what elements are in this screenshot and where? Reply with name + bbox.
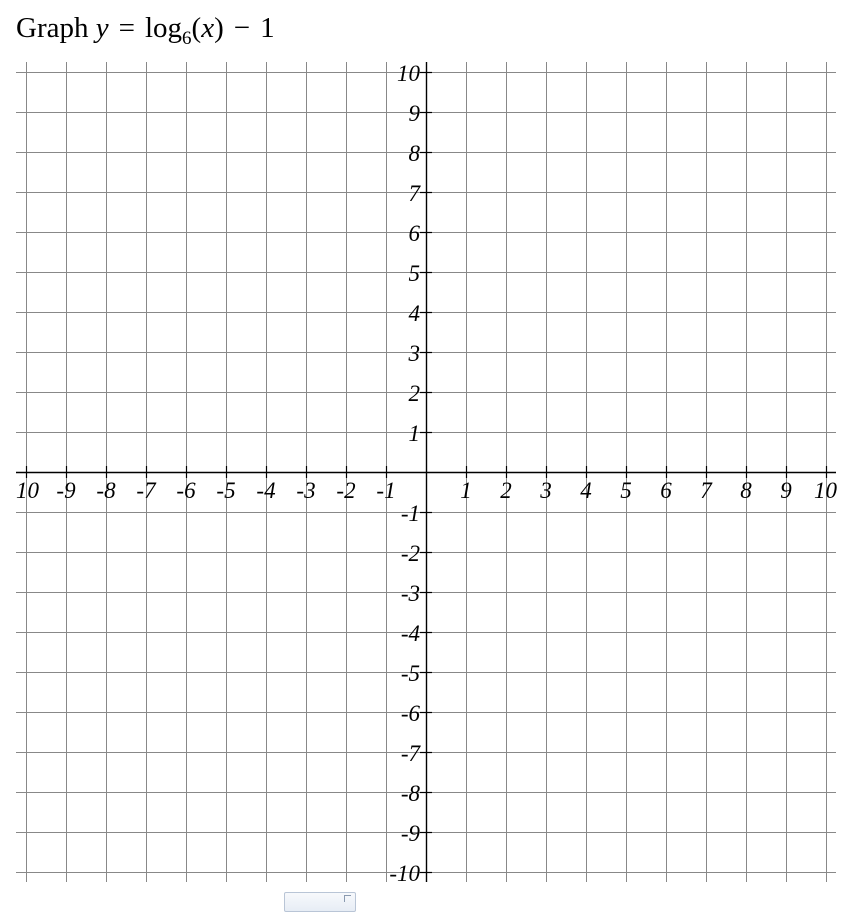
y-tick-label: 6 [408,221,420,246]
prompt-log-base: 6 [182,28,192,49]
x-tick-label: 2 [500,478,512,503]
y-tick-label: 5 [408,261,420,286]
x-tick-label: 7 [700,478,712,503]
y-tick-label: 2 [408,381,420,406]
prompt-constant: 1 [260,12,275,44]
y-tick-label: -6 [400,701,420,726]
y-tick-label: -5 [400,661,420,686]
prompt-lhs-variable: y [95,12,109,44]
y-tick-label: -8 [400,781,420,806]
y-tick-label: -3 [400,581,420,606]
y-tick-label: -10 [389,861,420,886]
y-tick-label: 8 [408,141,420,166]
prompt-lead: Graph [16,12,89,44]
x-tick-label: 4 [580,478,592,503]
x-tick-label: -8 [96,478,116,503]
x-tick-label: -9 [56,478,76,503]
graph-tool-button[interactable] [284,892,356,912]
y-tick-label: 4 [408,301,420,326]
x-tick-label: -3 [296,478,316,503]
y-tick-label: 10 [397,61,420,86]
prompt-minus: − [233,12,251,44]
x-tick-label: 9 [780,478,792,503]
x-tick-label: -4 [256,478,276,503]
prompt-argument: x [201,12,215,44]
prompt-equals: = [118,12,135,44]
corner-icon [344,895,351,902]
x-tick-label: -6 [176,478,196,503]
x-tick-label: 10 [814,478,837,503]
prompt-open-paren: ( [191,12,202,44]
x-tick-label: 3 [540,478,552,503]
prompt-log-function: log [144,12,183,44]
y-tick-label: 9 [408,101,420,126]
y-tick-label: 7 [408,181,420,206]
y-tick-label: -7 [400,741,420,766]
prompt-close-paren: ) [214,12,224,44]
x-tick-label: 1 [460,478,472,503]
y-tick-label: -2 [400,541,420,566]
x-tick-label: 5 [620,478,632,503]
question-prompt [16,10,275,49]
graph-area[interactable] [0,56,848,888]
x-tick-label: -2 [336,478,356,503]
x-tick-label: -5 [216,478,236,503]
x-tick-label: -7 [136,478,156,503]
y-tick-label: -9 [400,821,420,846]
x-tick-label: 10 [16,478,39,503]
x-tick-label: 8 [740,478,752,503]
y-tick-label: 1 [408,421,420,446]
x-tick-label: -1 [376,478,396,503]
x-tick-label: 6 [660,478,672,503]
coordinate-grid[interactable] [0,56,848,888]
y-tick-label: -4 [400,621,420,646]
y-tick-label: -1 [400,501,420,526]
y-tick-label: 3 [408,341,420,366]
